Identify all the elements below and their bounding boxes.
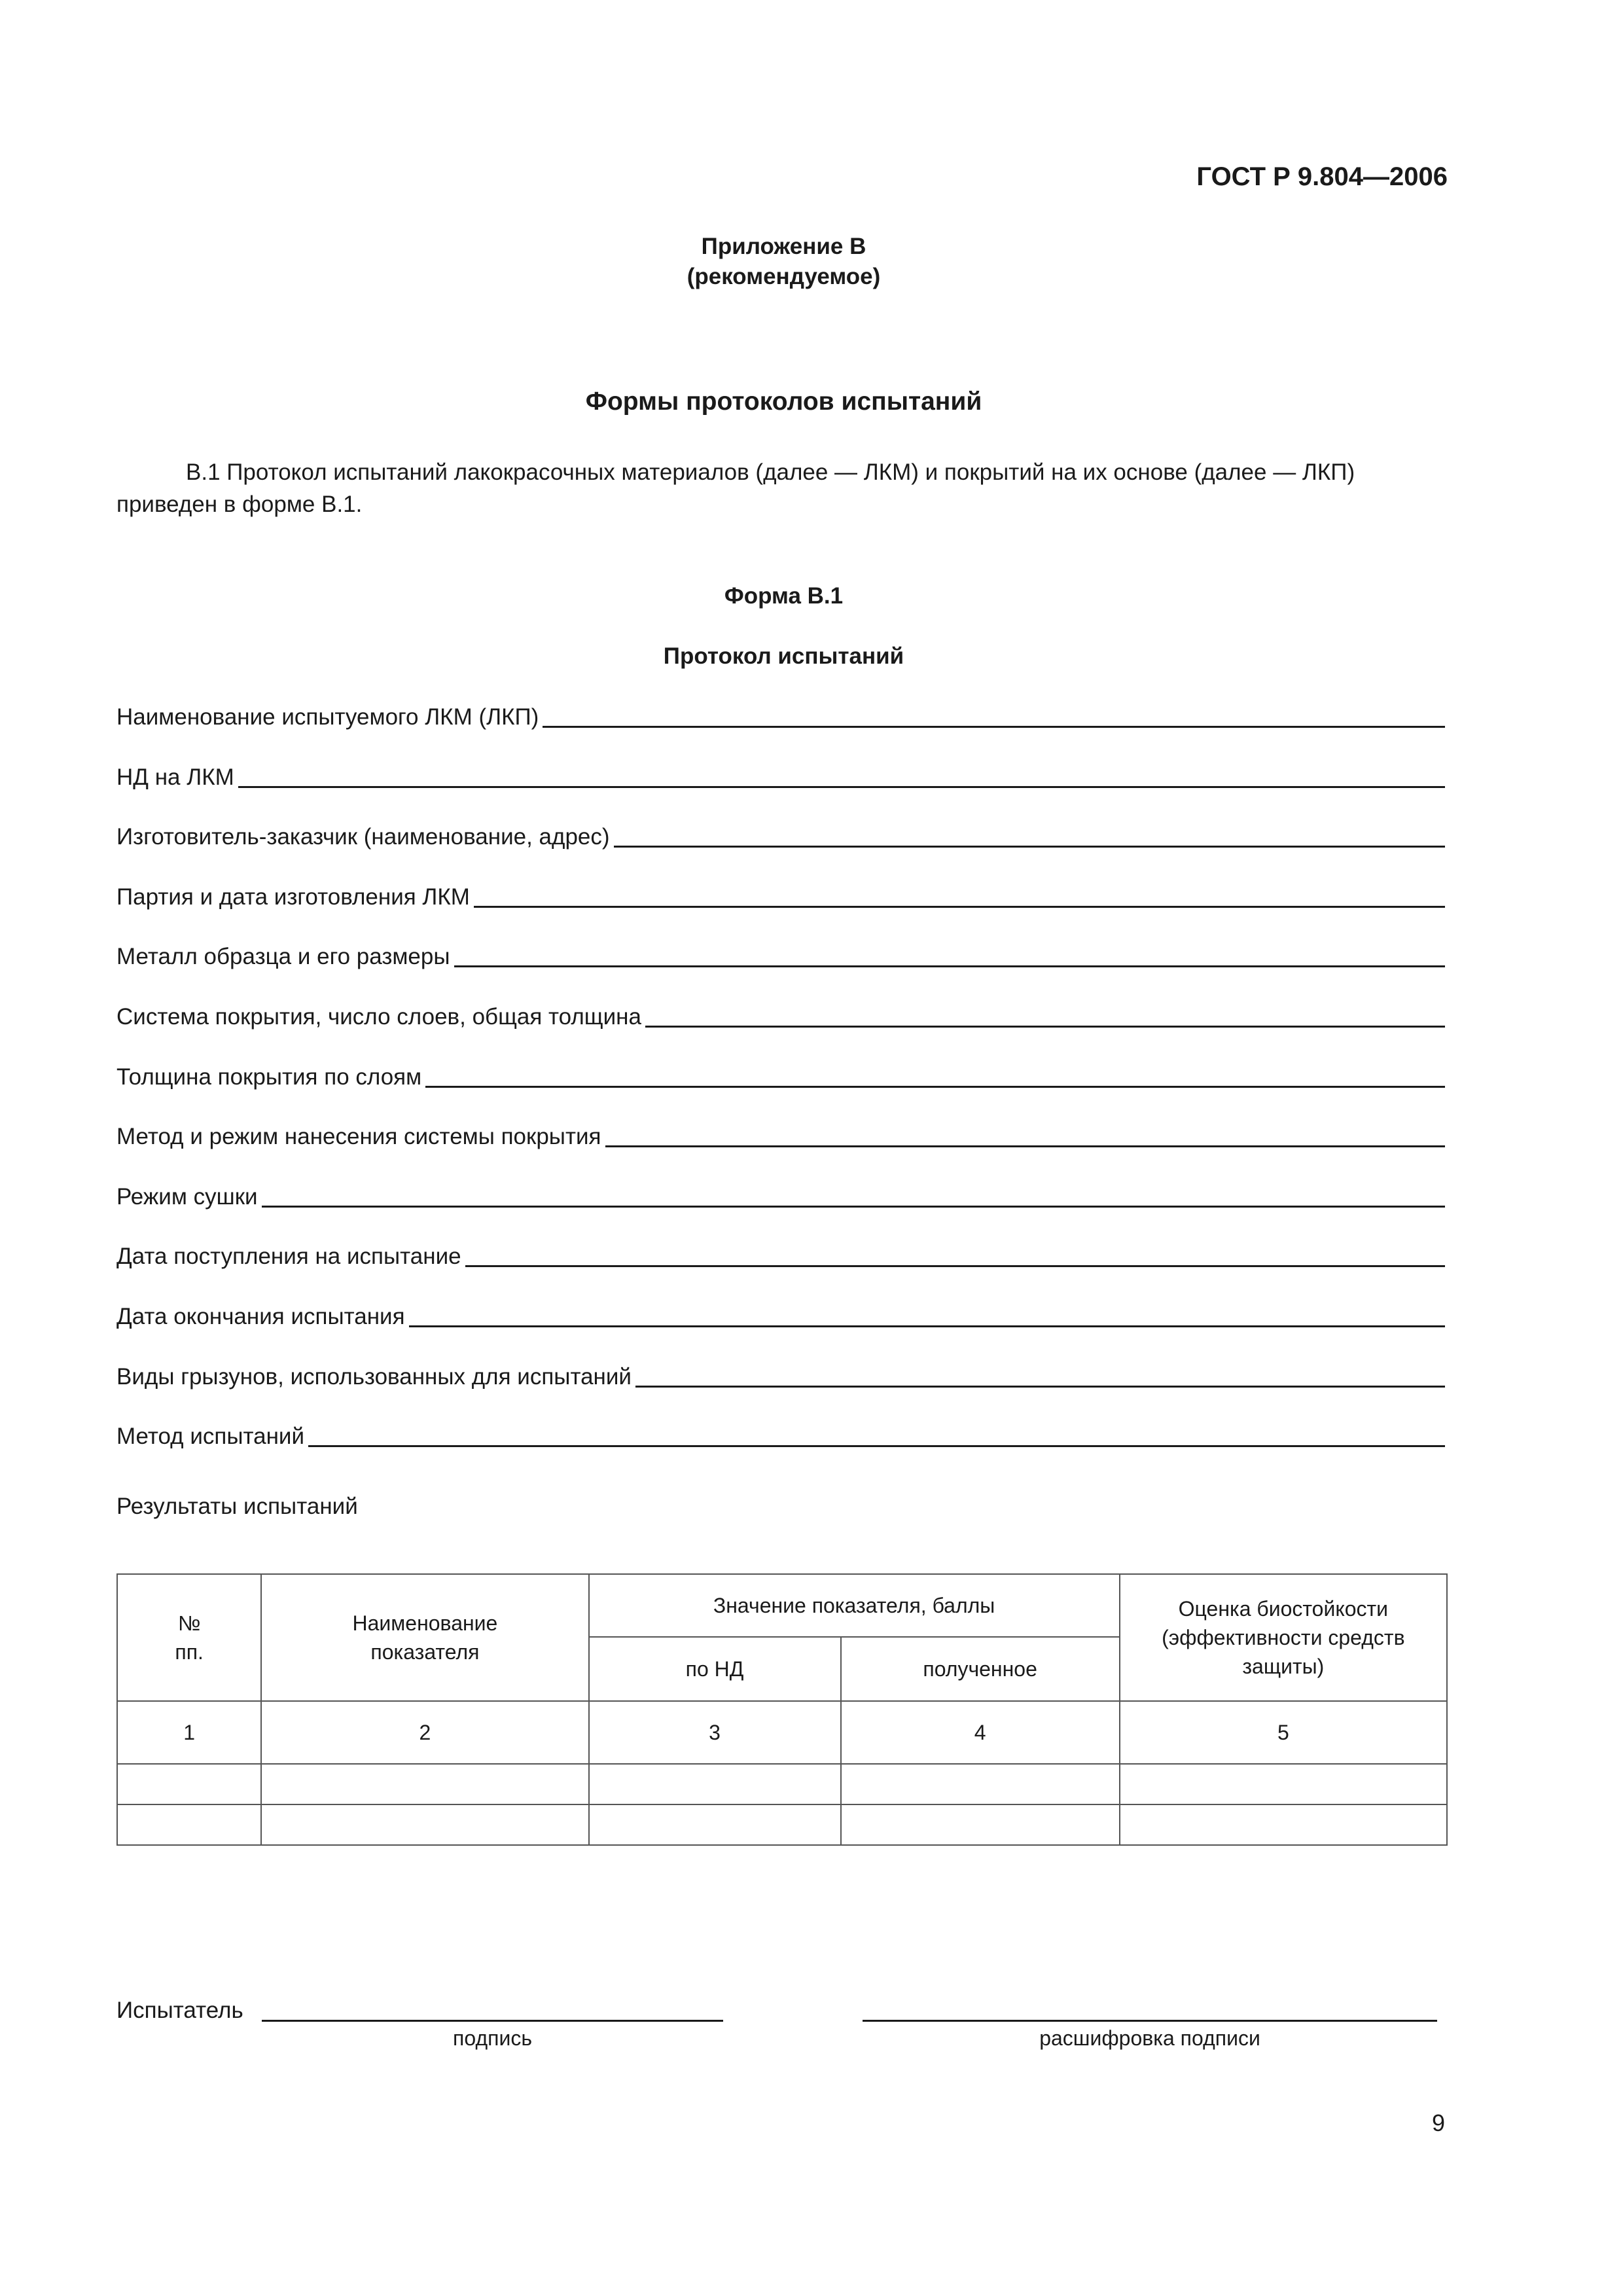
annex-title: Приложение В xyxy=(701,234,866,259)
signature-decode-caption: расшифровка подписи xyxy=(1039,2026,1260,2050)
table-cell[interactable] xyxy=(117,1804,261,1845)
intro-paragraph xyxy=(116,456,1449,520)
form-field xyxy=(116,820,1445,850)
page-number: 9 xyxy=(1432,2109,1446,2136)
results-label: Результаты испытаний xyxy=(116,1494,358,1519)
form-field-label: Толщина покрытия по слоям xyxy=(116,1064,422,1090)
page-title: Формы протоколов испытаний xyxy=(585,387,982,416)
header-name: Наименование показателя xyxy=(261,1574,588,1701)
table-row xyxy=(117,1804,1447,1845)
form-field-label: НД на ЛКМ xyxy=(116,764,234,790)
form-field xyxy=(116,1420,1445,1450)
form-field-line[interactable] xyxy=(635,1386,1445,1388)
form-field xyxy=(116,1360,1445,1390)
form-field-label: Виды грызунов, использованных для испытаний xyxy=(116,1364,632,1390)
table-cell[interactable] xyxy=(117,1764,261,1804)
table-cell[interactable] xyxy=(841,1764,1120,1804)
form-field-label: Изготовитель-заказчик (наименование, адрес) xyxy=(116,824,610,850)
results-table xyxy=(116,1573,1448,1846)
header-value: Значение показателя, баллы xyxy=(589,1574,1120,1637)
form-field-line[interactable] xyxy=(465,1265,1445,1267)
signature-line[interactable] xyxy=(262,2020,723,2022)
form-field xyxy=(116,1060,1445,1090)
form-field-line[interactable] xyxy=(409,1325,1445,1327)
form-field-label: Система покрытия, число слоев, общая толщина xyxy=(116,1004,641,1030)
annex-status: (рекомендуемое) xyxy=(687,264,881,289)
column-number: 2 xyxy=(261,1701,588,1764)
header-value-nd: по НД xyxy=(589,1637,841,1701)
form-field-line[interactable] xyxy=(645,1026,1445,1028)
table-cell[interactable] xyxy=(589,1764,841,1804)
form-field-label: Дата поступления на испытание xyxy=(116,1244,461,1269)
table-cell[interactable] xyxy=(841,1804,1120,1845)
table-row xyxy=(117,1764,1447,1804)
table-cell[interactable] xyxy=(1120,1764,1447,1804)
form-field xyxy=(116,880,1445,910)
header-assessment: Оценка биостойкости (эффективности средств защиты) xyxy=(1120,1574,1447,1701)
form-field-line[interactable] xyxy=(543,726,1445,728)
form-field xyxy=(116,940,1445,970)
form-field xyxy=(116,1120,1445,1150)
form-field xyxy=(116,1240,1445,1270)
intro-line-2: приведен в форме В.1. xyxy=(116,492,363,517)
form-field-label: Режим сушки xyxy=(116,1184,258,1210)
table-cell[interactable] xyxy=(589,1804,841,1845)
form-field-label: Метод и режим нанесения системы покрытия xyxy=(116,1124,601,1149)
form-field xyxy=(116,761,1445,791)
signature-decode-line[interactable] xyxy=(863,2020,1437,2022)
form-field xyxy=(116,1180,1445,1210)
signature-caption: подпись xyxy=(453,2026,532,2050)
form-field xyxy=(116,1300,1445,1330)
column-number: 3 xyxy=(589,1701,841,1764)
form-field-line[interactable] xyxy=(308,1445,1445,1447)
form-field-line[interactable] xyxy=(454,965,1445,967)
tester-label: Испытатель xyxy=(116,1998,243,2023)
form-field-line[interactable] xyxy=(262,1206,1445,1208)
form-field xyxy=(116,700,1445,730)
intro-line-1: В.1 Протокол испытаний лакокрасочных материалов (далее — ЛКМ) и покрытий на их основе (далее — ЛКП) xyxy=(186,459,1355,485)
form-field-line[interactable] xyxy=(605,1145,1446,1147)
form-field-line[interactable] xyxy=(238,786,1445,788)
header-value-obtained: полученное xyxy=(841,1637,1120,1701)
form-field-label: Метод испытаний xyxy=(116,1424,305,1449)
header-number: № пп. xyxy=(117,1574,261,1701)
annex-heading xyxy=(0,232,1567,292)
form-field-line[interactable] xyxy=(474,906,1445,908)
form-label: Форма В.1 xyxy=(724,583,844,609)
standard-number: ГОСТ Р 9.804—2006 xyxy=(1196,162,1448,191)
column-number: 5 xyxy=(1120,1701,1447,1764)
protocol-title: Протокол испытаний xyxy=(663,643,904,669)
form-field-label: Партия и дата изготовления ЛКМ xyxy=(116,884,470,910)
form-field-label: Металл образца и его размеры xyxy=(116,944,450,969)
table-cell[interactable] xyxy=(261,1804,588,1845)
form-field xyxy=(116,1000,1445,1030)
table-row-numbers xyxy=(117,1701,1447,1764)
form-field-line[interactable] xyxy=(614,846,1445,848)
table-cell[interactable] xyxy=(1120,1804,1447,1845)
column-number: 4 xyxy=(841,1701,1120,1764)
form-field-label: Дата окончания испытания xyxy=(116,1304,405,1329)
form-field-line[interactable] xyxy=(425,1086,1445,1088)
form-field-label: Наименование испытуемого ЛКМ (ЛКП) xyxy=(116,704,539,730)
column-number: 1 xyxy=(117,1701,261,1764)
table-cell[interactable] xyxy=(261,1764,588,1804)
